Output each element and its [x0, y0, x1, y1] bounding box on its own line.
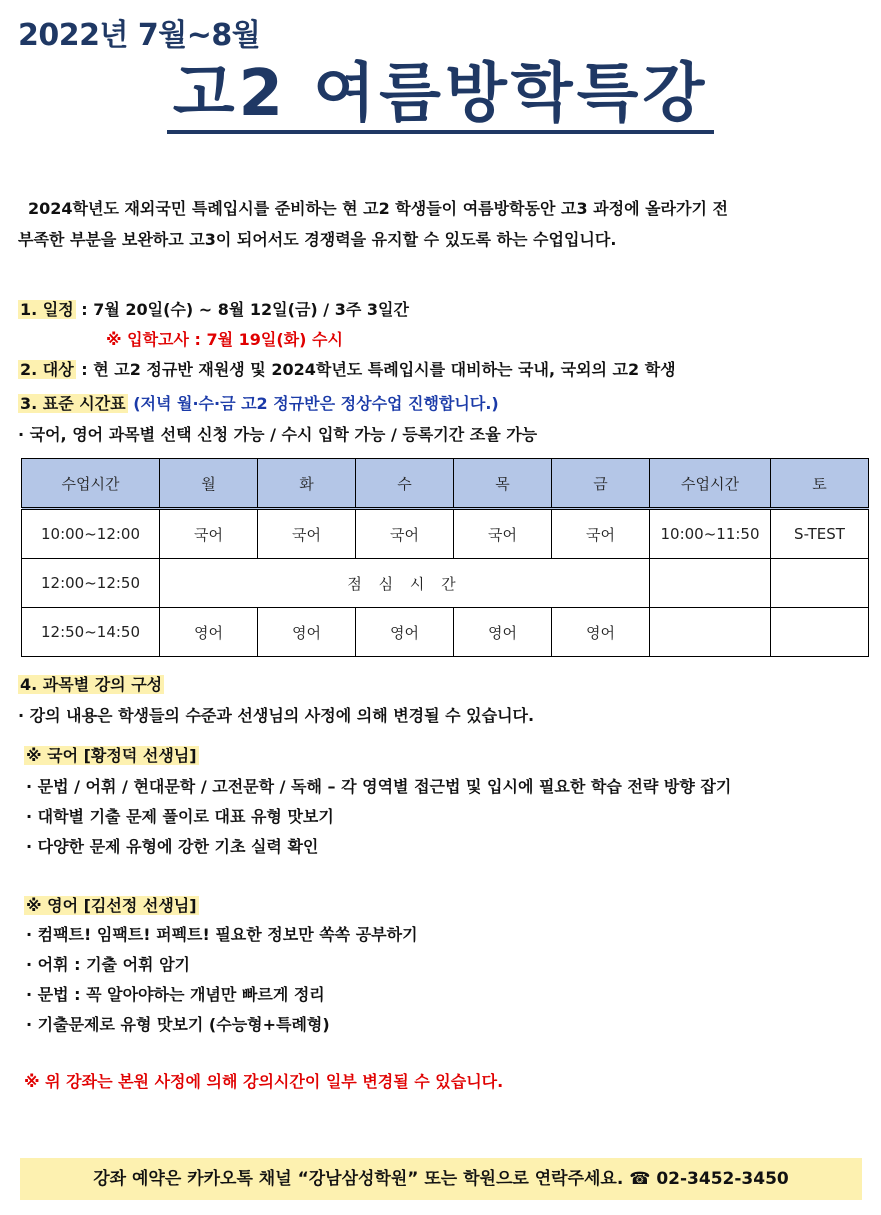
contact-text: 강좌 예약은 카카오톡 채널 “강남삼성학원” 또는 학원으로 연락주세요.	[93, 1169, 630, 1189]
table-cell: 국어	[356, 509, 454, 559]
timetable-line	[18, 391, 499, 414]
list-item: · 어휘 : 기출 어휘 암기	[26, 955, 190, 974]
table-header: 수	[356, 459, 454, 509]
section-label: 2. 대상	[20, 360, 74, 379]
section-text: : 7월 20일(수) ~ 8월 12일(금) / 3주 3일간	[75, 300, 409, 319]
english-heading: ※ 영어 [김선정 선생님]	[26, 896, 197, 915]
table-cell: 12:50~14:50	[22, 608, 160, 657]
contact-bar	[20, 1158, 862, 1200]
table-header: 화	[258, 459, 356, 509]
table-cell	[650, 559, 771, 608]
lunch-time-cell: 점 심 시 간	[160, 559, 650, 608]
table-cell: 10:00~11:50	[650, 509, 771, 559]
list-item: · 다양한 문제 유형에 강한 기초 실력 확인	[26, 837, 319, 856]
intro-paragraph	[18, 193, 868, 255]
korean-heading: ※ 국어 [황정덕 선생님]	[26, 746, 197, 765]
table-row	[22, 509, 869, 559]
table-header: 수업시간	[650, 459, 771, 509]
table-cell: 영어	[160, 608, 258, 657]
table-cell: 12:00~12:50	[22, 559, 160, 608]
table-cell: 국어	[258, 509, 356, 559]
page-title: 고2 여름방학특강	[167, 58, 715, 134]
list-item: · 기출문제로 유형 맛보기 (수능형+특례형)	[26, 1015, 330, 1034]
table-cell	[771, 608, 869, 657]
courses-line	[18, 672, 164, 695]
courses-bullet: · 강의 내용은 학생들의 수준과 선생님의 사정에 의해 변경될 수 있습니다.	[18, 706, 535, 725]
section-label: 4. 과목별 강의 구성	[20, 675, 163, 694]
title-wrapper	[0, 58, 881, 134]
table-cell: 영어	[552, 608, 650, 657]
table-cell: 영어	[356, 608, 454, 657]
timetable	[21, 458, 869, 657]
table-cell: 영어	[258, 608, 356, 657]
table-cell: 10:00~12:00	[22, 509, 160, 559]
intro-line: 2024학년도 재외국민 특례입시를 준비하는 현 고2 학생들이 여름방학동안 고3 과정에 올라가기 전	[28, 199, 728, 218]
table-row	[22, 608, 869, 657]
change-warning: ※ 위 강좌는 본원 사정에 의해 강의시간이 일부 변경될 수 있습니다.	[24, 1072, 504, 1091]
list-item: · 대학별 기출 문제 풀이로 대표 유형 맛보기	[26, 807, 334, 826]
table-header: 월	[160, 459, 258, 509]
table-header: 목	[454, 459, 552, 509]
timetable-note: (저녁 월·수·금 고2 정규반은 정상수업 진행합니다.)	[127, 394, 499, 413]
table-row	[22, 559, 869, 608]
table-header: 금	[552, 459, 650, 509]
table-cell: 국어	[454, 509, 552, 559]
target-line	[18, 357, 676, 380]
table-cell: 국어	[160, 509, 258, 559]
table-header: 수업시간	[22, 459, 160, 509]
phone-icon: ☎	[629, 1169, 651, 1189]
date-range: 2022년 7월~8월	[18, 18, 261, 53]
section-text: : 현 고2 정규반 재원생 및 2024학년도 특례입시를 대비하는 국내, 국외의 고2 학생	[75, 360, 676, 379]
entrance-exam-note: ※ 입학고사 : 7월 19일(화) 수시	[106, 330, 343, 349]
english-heading-line	[24, 893, 199, 916]
table-cell	[650, 608, 771, 657]
section-label: 1. 일정	[20, 300, 74, 319]
phone-number: 02-3452-3450	[650, 1169, 789, 1189]
table-header: 토	[771, 459, 869, 509]
table-cell: S-TEST	[771, 509, 869, 559]
list-item: · 문법 : 꼭 알아야하는 개념만 빠르게 정리	[26, 985, 325, 1004]
schedule-line	[18, 297, 409, 320]
list-item: · 문법 / 어휘 / 현대문학 / 고전문학 / 독해 – 각 영역별 접근법 및 입시에 필요한 학습 전략 방향 잡기	[26, 777, 732, 796]
table-cell: 국어	[552, 509, 650, 559]
list-item: · 컴팩트! 임팩트! 퍼펙트! 필요한 정보만 쏙쏙 공부하기	[26, 925, 418, 944]
table-cell: 영어	[454, 608, 552, 657]
timetable-bullet: · 국어, 영어 과목별 선택 신청 가능 / 수시 입학 가능 / 등록기간 조율 가능	[18, 425, 538, 444]
intro-line: 부족한 부분을 보완하고 고3이 되어서도 경쟁력을 유지할 수 있도록 하는 수업입니다.	[18, 230, 617, 249]
korean-heading-line	[24, 743, 199, 766]
section-label: 3. 표준 시간표	[20, 394, 126, 413]
table-cell	[771, 559, 869, 608]
table-header-row	[22, 459, 869, 509]
